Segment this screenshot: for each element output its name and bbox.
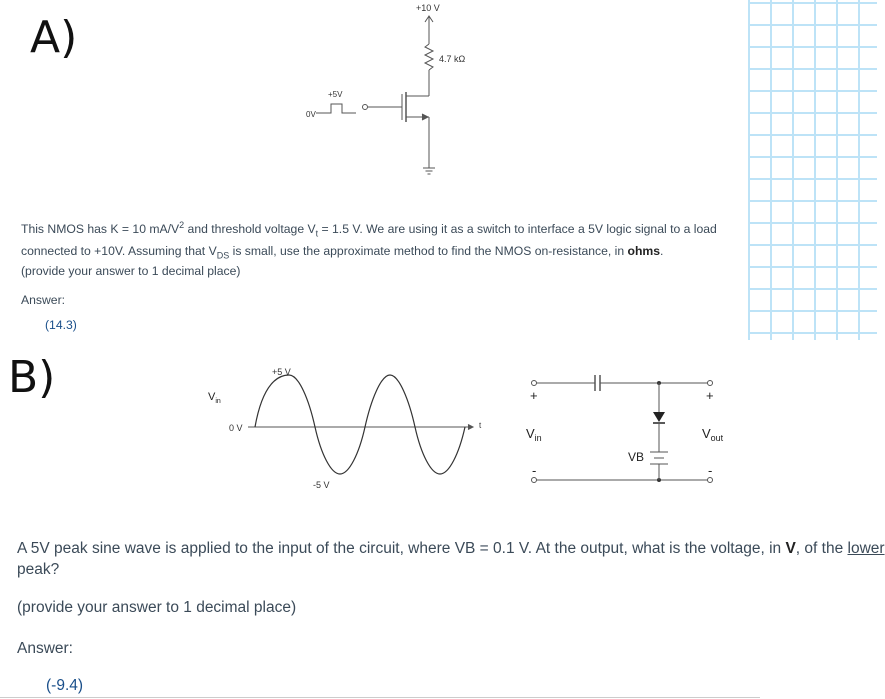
bottom-divider — [0, 697, 760, 698]
sine-waveform-diagram — [200, 360, 500, 495]
waveform-plus5-label: +5 V — [272, 367, 291, 377]
resistor-symbol — [425, 44, 433, 70]
diode-icon — [653, 412, 665, 422]
part-b-answer-label: Answer: — [17, 640, 73, 657]
pulse-high-label: +5V — [328, 90, 343, 99]
plus-left: + — [530, 388, 538, 403]
nmos-switch-circuit — [290, 0, 500, 180]
vb-label: VB — [628, 450, 645, 464]
time-axis-label: t — [479, 421, 482, 430]
part-b-precision-note: (provide your answer to 1 decimal place) — [17, 599, 297, 616]
pulse-waveform — [316, 104, 356, 113]
part-a-label: A) — [30, 12, 78, 63]
waveform-minus5-label: -5 V — [313, 480, 330, 490]
plus-right: + — [706, 388, 714, 403]
circuit-vout-label: $V_{out}$ — [702, 426, 724, 443]
sine-wave-trace — [255, 375, 465, 474]
part-a-question: This NMOS has K = 10 $mA/V^2$ and threshold voltage $V_t = 1.5$ V. We are using it as a switch to interface a 5V logic signal to a load connected to +10V. Assuming that $V_{DS}$ is small, use the approximate method to find the NMOS on-resistance, in ohms. — [21, 220, 717, 260]
part-b-question-line1: A 5V peak sine wave is applied to the input of the circuit, where VB = 0.1 V. At the output, what is the voltage, in V, of the lower — [17, 540, 885, 557]
part-a-answer-label: Answer: — [21, 293, 66, 307]
part-b-question-line2: peak? — [17, 561, 60, 578]
part-a-answer-value: (14.3) — [45, 318, 77, 332]
minus-right: - — [708, 463, 713, 478]
grid-paper-background — [748, 0, 877, 340]
part-b-label: B) — [8, 352, 56, 403]
waveform-vin-label: $V_{in}$ — [208, 391, 221, 405]
supply-voltage-label: +10 V — [416, 3, 440, 13]
waveform-zero-label: 0 V — [229, 423, 243, 433]
part-b-answer-value: (-9.4) — [46, 677, 84, 694]
resistor-value-label: 4.7 kΩ — [439, 54, 466, 64]
minus-left: - — [532, 463, 537, 478]
part-a-precision-note: (provide your answer to 1 decimal place) — [21, 264, 241, 278]
circuit-vin-label: $V_{in}$ — [526, 426, 542, 443]
clamper-circuit — [520, 370, 740, 490]
lower-link[interactable]: lower — [847, 540, 885, 557]
pulse-low-label: 0V — [306, 110, 316, 119]
